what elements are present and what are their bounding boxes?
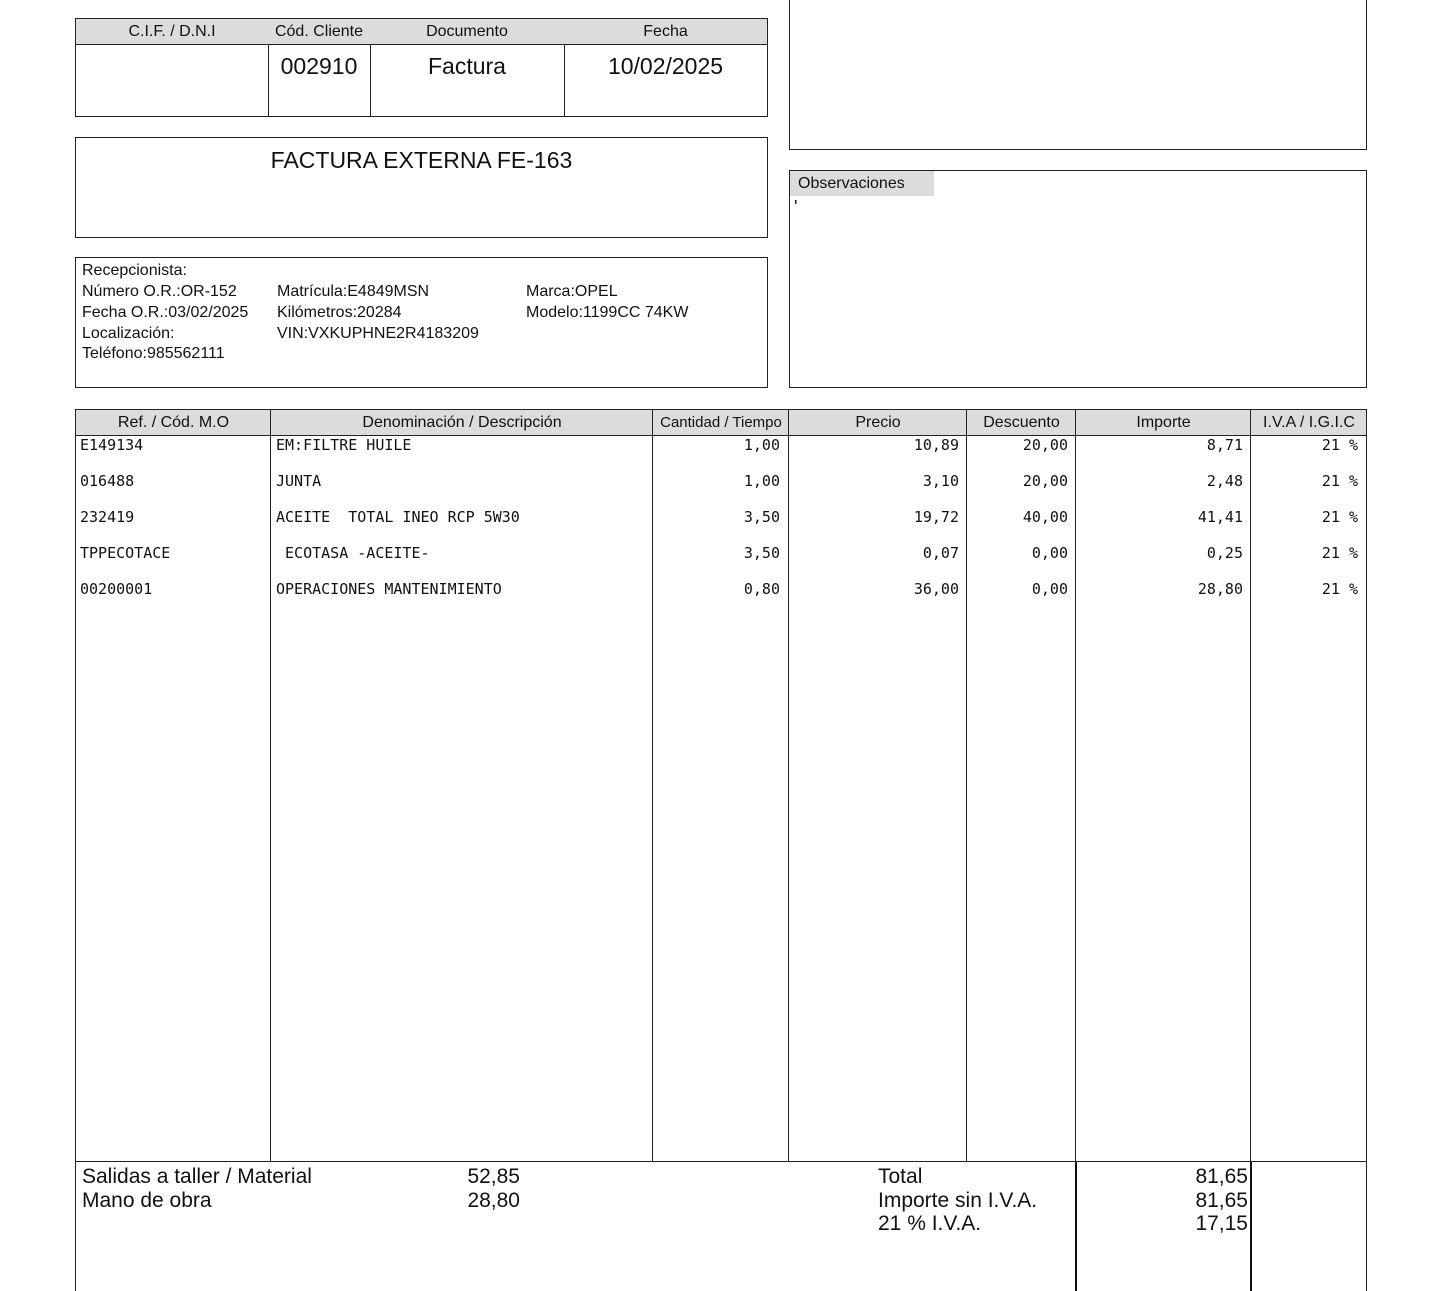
header-col-document [370,19,565,116]
item-quantity: 3,50 [743,544,780,562]
header-label: Cód. Cliente [268,19,370,45]
item-vat: 21 % [1321,544,1358,562]
item-amount: 28,80 [1197,580,1243,598]
column-header-description: Denominación / Descripción [362,414,562,431]
material-value: 52,85 [467,1165,520,1188]
item-description: JUNTA [276,472,322,490]
brand: Marca:OPEL [526,283,618,300]
kilometers: Kilómetros:20284 [277,304,402,321]
totals-box [75,1161,1367,1291]
header-table [75,18,768,117]
item-ref: 016488 [80,472,135,490]
totals-divider [1250,1162,1252,1291]
item-amount: 41,41 [1197,508,1243,526]
item-quantity: 3,50 [743,508,780,526]
totals-divider [1075,1162,1077,1291]
document-title-box [75,137,768,238]
item-ref: TPPECOTACE [80,544,171,562]
column-divider [270,410,271,1161]
vat-value: 17,15 [1195,1212,1248,1235]
item-price: 0,07 [922,544,959,562]
item-discount: 20,00 [1022,436,1068,454]
order-number: Número O.R.:OR-152 [82,283,237,300]
customer-address-box [789,0,1367,150]
base-value: 81,65 [1195,1189,1248,1212]
location: Localización: [82,325,175,342]
observations-text: ' [794,197,798,217]
header-value: Factura [428,53,506,79]
vin: VIN:VXKUPHNE2R4183209 [277,325,479,342]
item-ref: 232419 [80,508,135,526]
base-label: Importe sin I.V.A. [878,1189,1038,1212]
item-discount: 0,00 [1031,544,1068,562]
column-header-discount: Descuento [983,414,1060,431]
item-description: EM:FILTRE HUILE [276,436,412,454]
material-label: Salidas a taller / Material [82,1165,312,1188]
document-title: FACTURA EXTERNA FE-163 [270,147,573,173]
item-discount: 40,00 [1022,508,1068,526]
item-vat: 21 % [1321,436,1358,454]
plate: Matrícula:E4849MSN [277,283,430,300]
header-col-client-code [268,19,371,116]
item-ref: 00200001 [80,580,153,598]
column-header-ref: Ref. / Cód. M.O [117,414,230,431]
observations-label: Observaciones [790,171,934,196]
item-vat: 21 % [1321,580,1358,598]
labor-value: 28,80 [467,1189,520,1212]
observations-box [789,170,1367,388]
item-description: OPERACIONES MANTENIMIENTO [276,580,502,598]
total-label: Total [878,1165,923,1188]
header-value: 10/02/2025 [607,53,724,79]
item-amount: 2,48 [1206,472,1243,490]
items-table [75,409,1367,1162]
phone: Teléfono:985562111 [82,345,225,362]
header-col-date [564,19,767,116]
receptionist: Recepcionista: [82,262,187,279]
header-label: Documento [370,19,564,45]
vehicle-info-box [75,257,768,388]
column-header-price: Precio [855,414,901,431]
item-vat: 21 % [1321,508,1358,526]
item-amount: 0,25 [1206,544,1243,562]
item-description: ECOTASA -ACEITE- [276,544,430,562]
column-header-amount: Importe [1136,414,1191,431]
header-label: C.I.F. / D.N.I [76,19,268,45]
item-amount: 8,71 [1206,436,1243,454]
item-ref: E149134 [80,436,144,454]
item-price: 3,10 [922,472,959,490]
column-header-vat: I.V.A / I.G.I.C [1263,414,1355,431]
item-price: 10,89 [913,436,959,454]
item-quantity: 0,80 [743,580,780,598]
item-price: 19,72 [913,508,959,526]
item-discount: 0,00 [1031,580,1068,598]
column-header-quantity: Cantidad / Tiempo [660,414,782,431]
order-date: Fecha O.R.:03/02/2025 [82,304,249,321]
item-price: 36,00 [913,580,959,598]
item-vat: 21 % [1321,472,1358,490]
item-quantity: 1,00 [743,472,780,490]
item-discount: 20,00 [1022,472,1068,490]
header-col-cif [76,19,269,116]
header-label: Fecha [564,19,767,45]
header-value: 002910 [280,53,358,79]
item-quantity: 1,00 [743,436,780,454]
model: Modelo:1199CC 74KW [526,304,689,321]
total-value: 81,65 [1195,1165,1248,1188]
labor-label: Mano de obra [82,1189,212,1212]
item-description: ACEITE TOTAL INEO RCP 5W30 [276,508,520,526]
header-value [76,45,268,53]
vat-label: 21 % I.V.A. [878,1212,982,1235]
